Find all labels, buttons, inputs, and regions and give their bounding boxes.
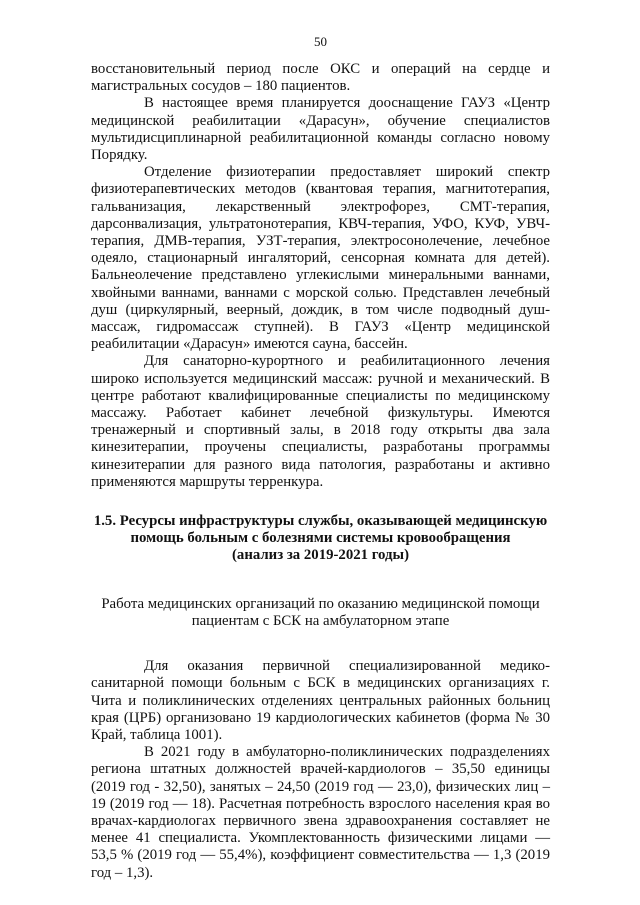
paragraph-massage: Для санаторно-курортного и реабилитационного лечения широко используется медицинский массаж: ручной и механический. В центре работают квалифицированные специалисты по медицинскому массажу. Работает кабинет лечебной физкультуры. Имеются тренажерный и спортивный залы, в 2018 году открыты два зала кинезитерапии, проучены специалисты, разработаны программы кинезитерапии для разного вида патология, разработаны и активно применяются маршруты терренкура. [91, 353, 550, 490]
paragraph-physiotherapy: Отделение физиотерапии предоставляет широкий спектр физиотерапевтических методов (квантовая терапия, магнитотерапия, гальванизация, лекарственный электрофорез, СМТ-терапия, дарсонвализация, ультратонотерапия, КВЧ-терапия, УФО, КУФ, УВЧ-терапия, ДМВ-терапия, УЗТ-терапия, электросонолечение, лечебное одеяло, стационарный ингаляторий, сенсорная комната для детей). Бальнеолечение представлено углекислыми минеральными ваннами, хвойными ваннами, ваннами с морской солью. Представлен лечебный душ (циркулярный, веерный, дождик, в том числе подводный душ-массаж, гидромассаж ступней). В ГАУЗ «Центр медицинской реабилитации «Дарасун» имеются сауна, бассейн. [91, 164, 550, 353]
section-heading-line-2: помощь больным с болезнями системы кровообращения [130, 530, 511, 547]
section-heading-line-3: (анализ за 2019-2021 годы) [232, 547, 409, 564]
paragraph-equipment-plans: В настоящее время планируется дооснащение ГАУЗ «Центр медицинской реабилитации «Дарасун», обучение специалистов мультидисциплинарной реабилитационной команды согласно новому Порядку. [91, 95, 550, 164]
section-heading [91, 513, 550, 565]
subheading-line-2: пациентам с БСК на амбулаторном этапе [191, 612, 450, 629]
paragraph-cardiology-offices: Для оказания первичной специализированной медико-санитарной помощи больным с БСК в медицинских организациях г. Чита и поликлинических отделениях центральных районных больниц края (ЦРБ) организовано 19 кардиологических кабинетов (форма № 30 Край, таблица 1001). [91, 658, 550, 743]
page-content [91, 61, 550, 882]
subheading-line-1: Работа медицинских организаций по оказанию медицинской помощи [101, 595, 540, 612]
subheading [91, 596, 550, 630]
paragraph-cardiologist-staffing: В 2021 году в амбулаторно-поликлинических подразделениях региона штатных должностей врачей-кардиологов – 35,50 единицы (2019 год - 32,50), занятых – 24,50 (2019 год — 23,0), физических лиц – 19 (2019 год — 18). Расчетная потребность взрослого населения края во врачах-кардиологах первичного звена здравоохранения составляет не менее 41 специалиста. Укомплектованность физическими лицами — 53,5 % (2019 год — 55,4%), коэффициент совместительства — 1,3 (2019 год – 1,3). [91, 744, 550, 881]
paragraph-rehab-stats: восстановительный период после ОКС и операций на сердце и магистральных сосудов – 180 пациентов. [91, 61, 550, 95]
section-heading-line-1: 1.5. Ресурсы инфраструктуры службы, оказывающей медицинскую [93, 513, 548, 530]
page-number: 50 [314, 34, 327, 49]
document-page [91, 0, 550, 905]
